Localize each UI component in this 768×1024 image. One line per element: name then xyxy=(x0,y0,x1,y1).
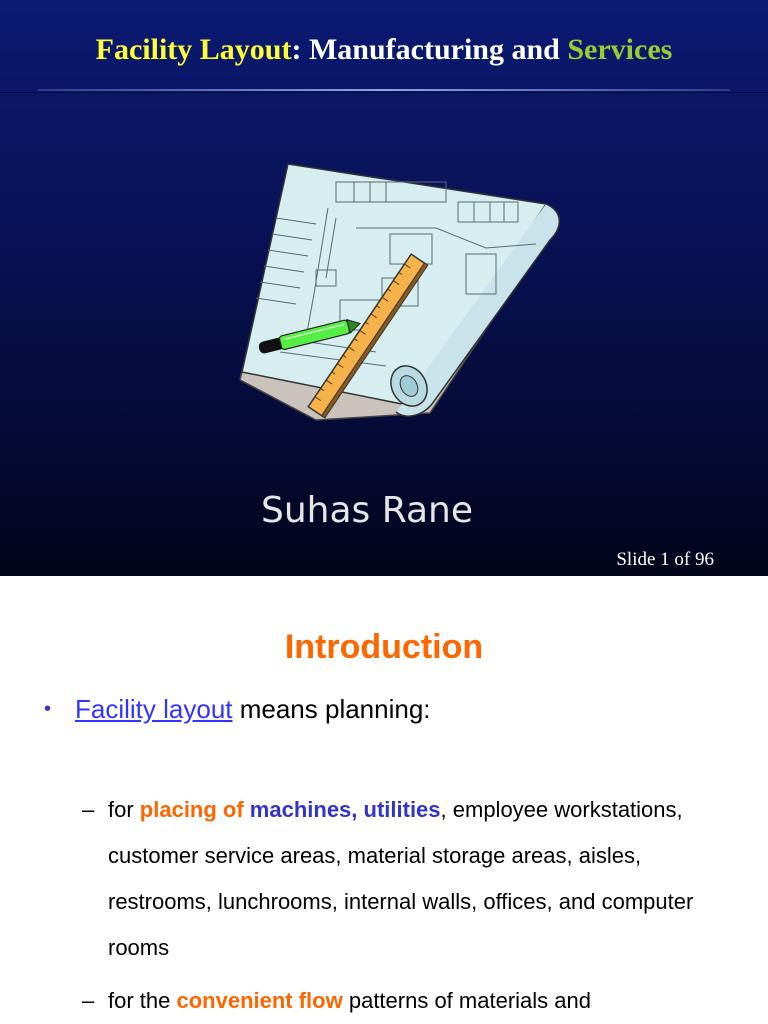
slide-counter: Slide 1 of 96 xyxy=(616,549,714,570)
highlight-convenient-flow: convenient flow xyxy=(176,988,343,1013)
sub-item-dash: – xyxy=(82,988,95,1013)
title-part-services: Services xyxy=(567,33,673,66)
introduction-slide xyxy=(0,576,768,1024)
floor-plan-with-ruler-and-pen-icon xyxy=(236,158,566,428)
title-colon: : xyxy=(291,33,309,66)
sub-item-dash: – xyxy=(82,797,95,822)
slide-heading: Introduction xyxy=(284,628,484,666)
sub-item-flow xyxy=(82,978,732,1024)
sub-item-placing xyxy=(82,787,732,971)
sub-item-prefix: for xyxy=(108,797,140,822)
title-divider-shadow xyxy=(0,92,768,93)
title-part-manufacturing: Manufacturing and xyxy=(308,33,568,66)
bullet-text: means planning: xyxy=(232,694,431,724)
facility-layout-link[interactable]: Facility layout xyxy=(75,694,233,724)
title-divider xyxy=(38,89,730,91)
sub-item-text: patterns of materials and xyxy=(342,988,591,1013)
title-part-facility-layout: Facility Layout xyxy=(95,33,292,66)
slide-title xyxy=(0,30,768,70)
author-name: Suhas Rane xyxy=(261,490,473,531)
bullet-dot-icon: • xyxy=(44,698,52,720)
highlight-machines-utilities: machines, utilities xyxy=(249,797,441,822)
bullet-item xyxy=(44,694,431,725)
sub-item-prefix: for the xyxy=(108,988,177,1013)
sub-item-text: , employee workstations, customer service areas, material storage areas, aisles, restrooms, lunchrooms, internal walls, offices, and computer rooms xyxy=(108,797,694,960)
highlight-placing-of: placing of xyxy=(139,797,250,822)
